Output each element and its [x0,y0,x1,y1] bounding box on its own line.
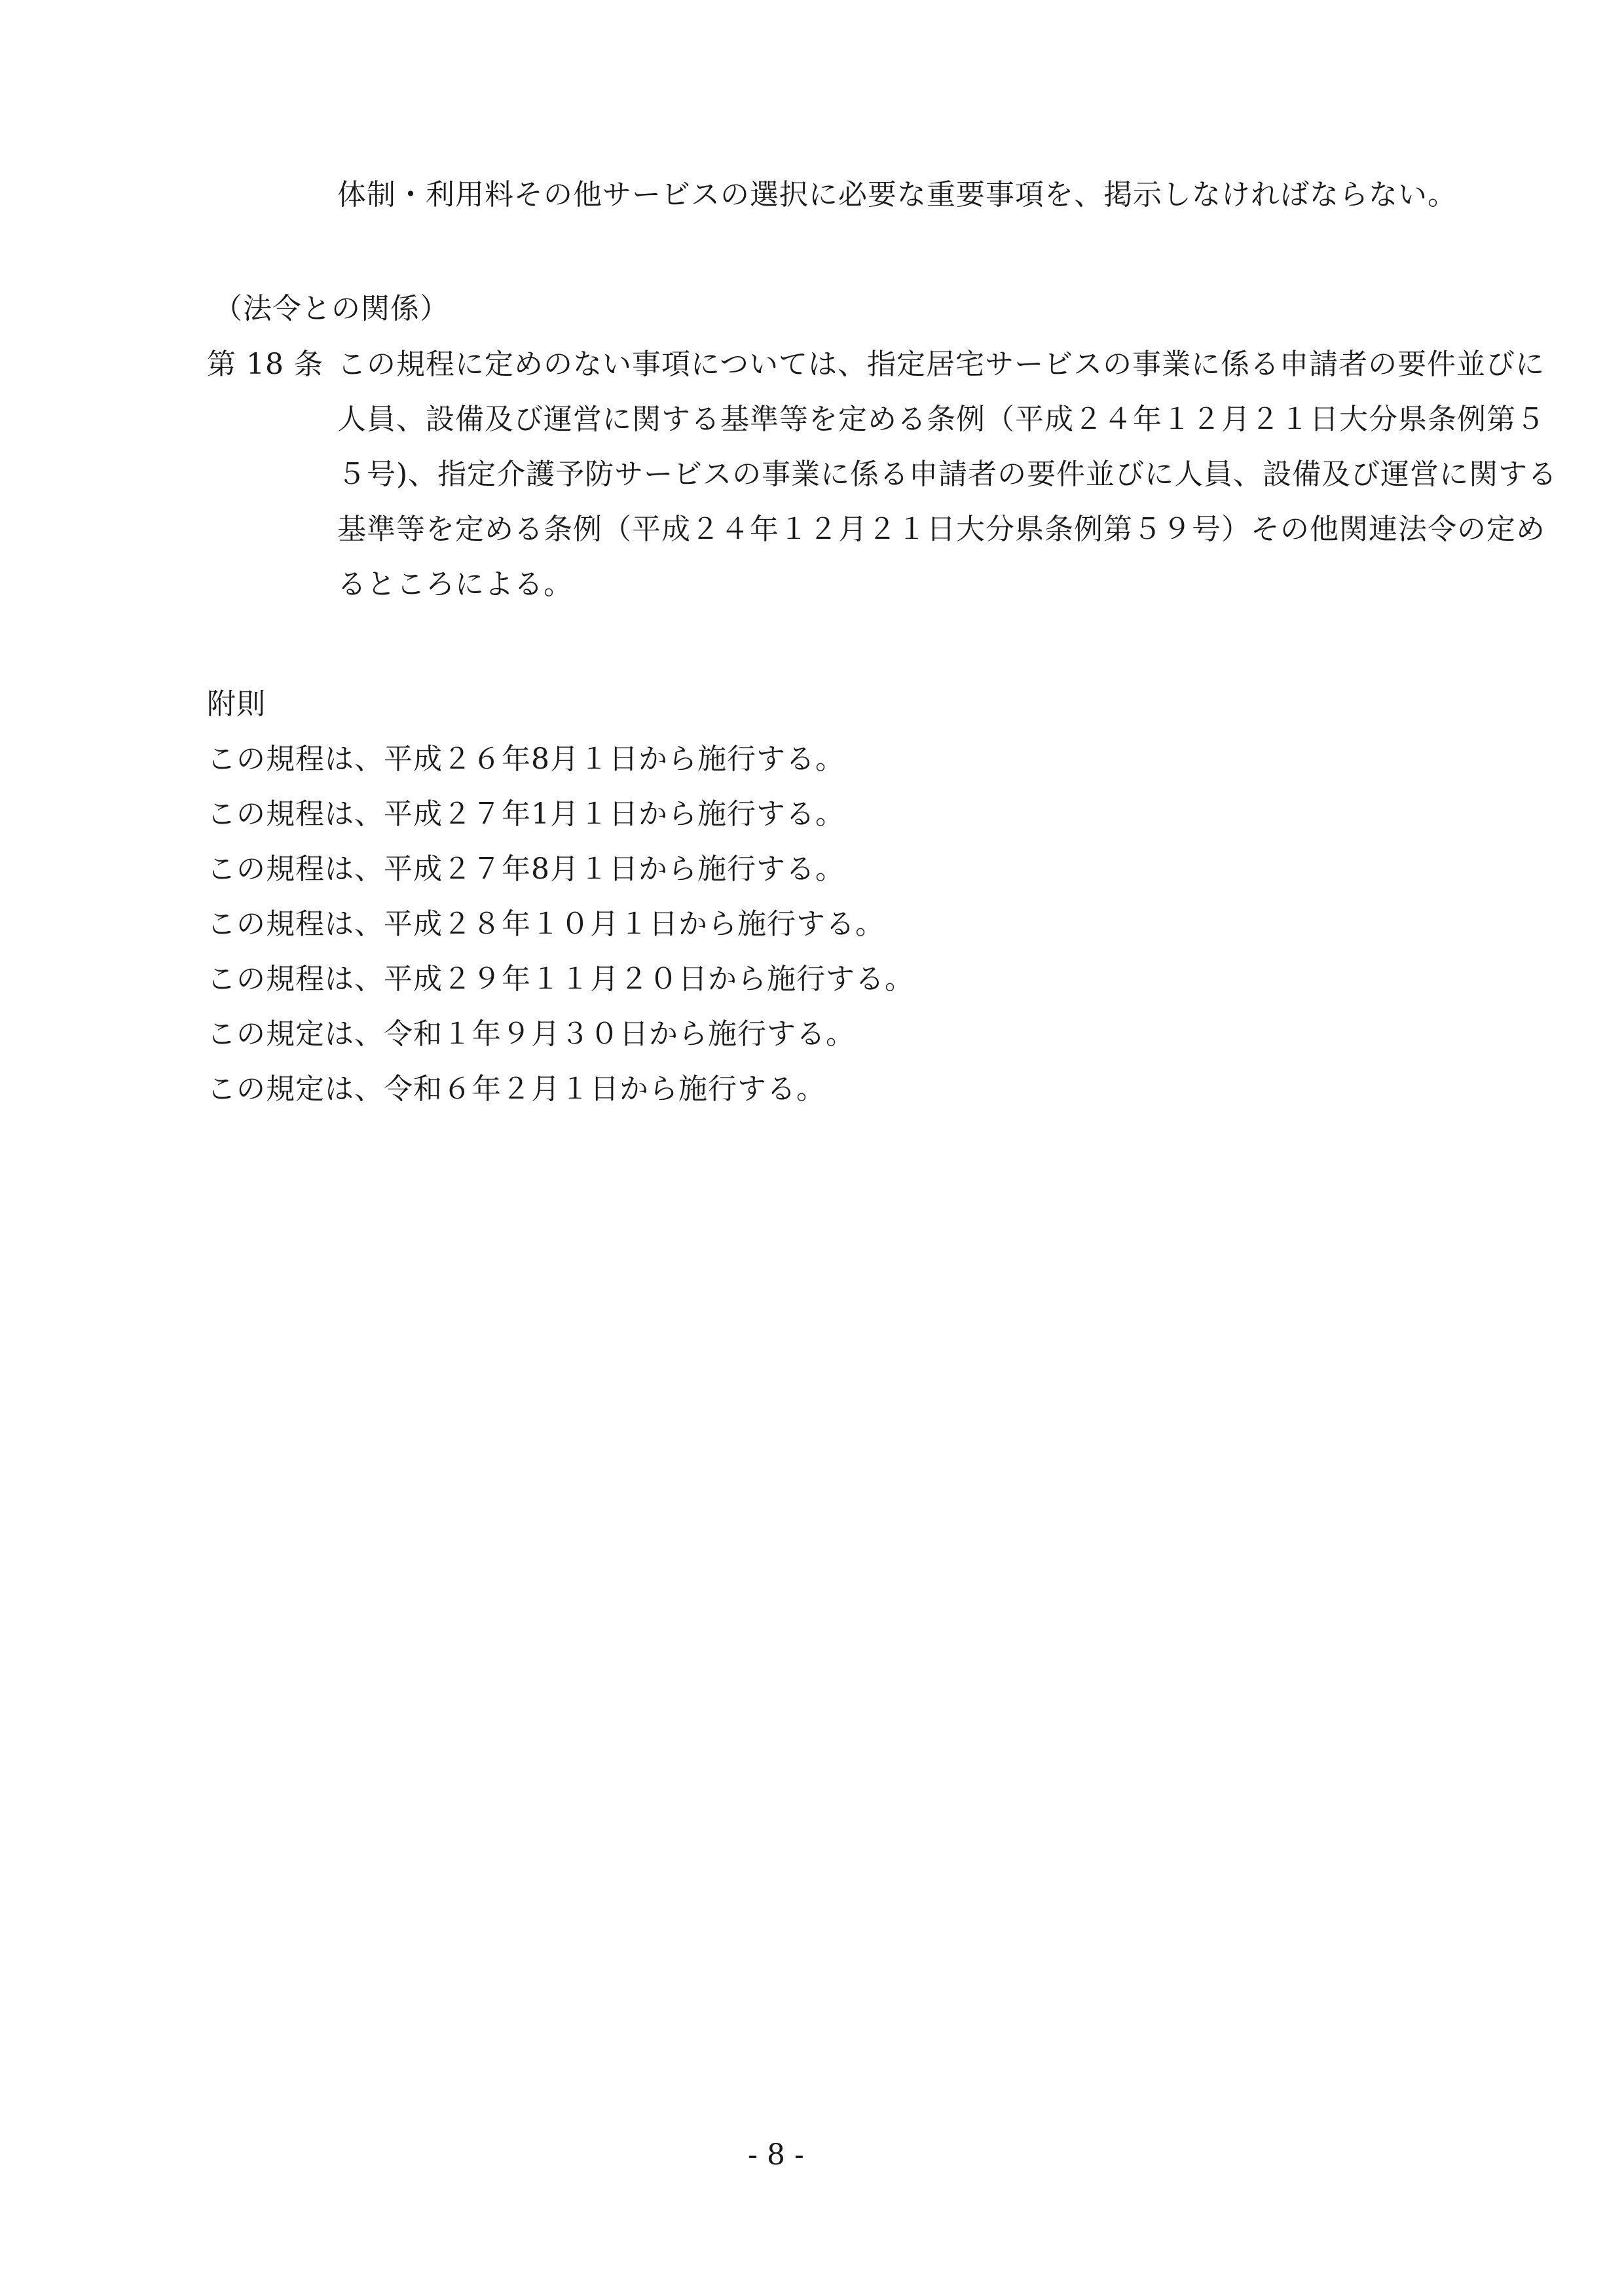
supplementary-line: この規程は、平成２７年1月１日から施行する。 [207,797,845,831]
supplementary-list [207,740,914,1125]
article-body [337,345,1558,620]
article-line: 基準等を定める条例（平成２４年１２月２１日大分県条例第５９号）その他関連法令の定め [337,513,1545,546]
supplementary-line: この規程は、平成２７年8月１日から施行する。 [207,852,845,886]
supplementary-title: 附則 [207,687,266,721]
section-heading: （法令との関係） [213,292,449,325]
article-line: 人員、設備及び運営に関する基準等を定める条例（平成２４年１２月２１日大分県条例第５ [337,403,1545,436]
supplementary-line: この規定は、令和６年２月１日から施行する。 [207,1072,826,1106]
continuation-line: 体制・利用料その他サービスの選択に必要な重要事項を、掲示しなければならない。 [337,178,1457,211]
supplementary-line: この規定は、令和１年９月３０日から施行する。 [207,1017,855,1051]
article-number: 第 18 条 [207,348,323,381]
supplementary-line: この規程は、平成２９年１１月２０日から施行する。 [207,962,914,996]
supplementary-line: この規程は、平成２８年１０月１日から施行する。 [207,907,885,941]
article-line: ５号)、指定介護予防サービスの事業に係る申請者の要件並びに人員、設備及び運営に関する [337,458,1558,491]
page-number: - 8 - [748,2138,804,2172]
article-line: るところによる。 [337,568,573,601]
article-line: この規程に定めのない事項については、指定居宅サービスの事業に係る申請者の要件並びに [337,348,1545,381]
supplementary-line: この規程は、平成２６年8月１日から施行する。 [207,742,845,776]
